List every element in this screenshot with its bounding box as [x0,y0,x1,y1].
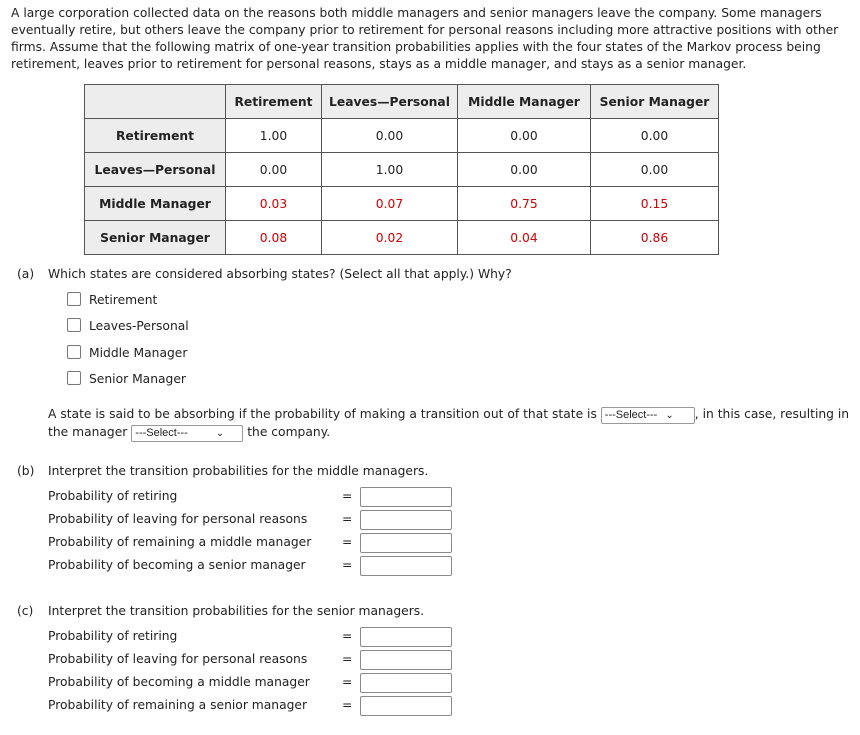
part-a-question [17,266,512,283]
matrix-header-row [85,85,719,119]
matrix-row [85,221,719,255]
matrix-cell: 0.03 [226,187,322,221]
matrix-cell: 0.07 [322,187,458,221]
equals-sign: = [342,675,353,689]
row-label: Probability of leaving for personal reasons [48,512,308,526]
matrix-row [85,153,719,187]
part-b-text: Interpret the transition probabilities for the middle managers. [48,464,429,478]
part-b-label: (b) [17,464,35,478]
checkbox[interactable] [67,292,81,306]
matrix-row-header: Leaves—Personal [85,153,226,187]
matrix-row [85,187,719,221]
checkbox[interactable] [67,371,81,385]
matrix-row-header: Retirement [85,119,226,153]
matrix-cell: 0.08 [226,221,322,255]
row-label: Probability of becoming a middle manager [48,675,310,689]
absorb-text-3: the manager [48,425,128,439]
equals-sign: = [342,652,353,666]
part-c-label: (c) [17,604,34,618]
answer-input[interactable] [360,487,452,507]
matrix-cell: 0.00 [591,153,719,187]
option-middle-manager[interactable] [67,345,187,362]
part-c-text: Interpret the transition probabilities for the senior managers. [48,604,425,618]
select-value: ---Select--- [135,427,188,439]
matrix-cell: 1.00 [226,119,322,153]
transition-matrix [84,84,719,255]
part-b-question [17,463,428,480]
matrix-col-header: Leaves—Personal [322,85,458,119]
option-leaves-personal[interactable] [67,318,189,335]
matrix-cell: 0.00 [591,119,719,153]
select-value: ---Select--- [604,409,658,421]
matrix-cell: 0.75 [458,187,591,221]
answer-input[interactable] [360,533,452,553]
absorb-text-1: A state is said to be absorbing if the probability of making a transition out of that state is [48,407,597,421]
row-label: Probability of remaining a middle manager [48,535,312,549]
checkbox[interactable] [67,318,81,332]
equals-sign: = [342,558,353,572]
answer-input[interactable] [360,650,452,670]
matrix-row [85,119,719,153]
matrix-row-header: Senior Manager [85,221,226,255]
option-label: Senior Manager [89,372,186,386]
equals-sign: = [342,512,353,526]
row-label: Probability of remaining a senior manager [48,698,308,712]
part-a-label: (a) [17,267,35,281]
matrix-corner [85,85,226,119]
matrix-cell: 0.15 [591,187,719,221]
action-select[interactable] [131,425,243,442]
row-label: Probability of retiring [48,629,178,643]
matrix-col-header: Middle Manager [458,85,591,119]
absorb-text-2: , in this case, resulting in [694,407,850,421]
part-c-question [17,603,424,620]
probability-select[interactable] [601,407,695,424]
equals-sign: = [342,489,353,503]
matrix-cell: 0.02 [322,221,458,255]
option-label: Leaves-Personal [89,319,189,333]
equals-sign: = [342,535,353,549]
chevron-down-icon: ⌄ [665,410,674,421]
option-label: Retirement [89,293,158,307]
problem-intro: A large corporation collected data on the reasons both middle managers and senior managers leave the company. Some managers eventually retire, but others leave the company prior to retirement for personal reasons including more attractive positions with other firms. Assume that the following matrix of one-year transition probabilities applies with the four states of the Markov process being retirement, leaves prior to retirement for personal reasons, stays as a middle manager, and stays as a senior manager. [11,6,839,71]
matrix-col-header: Senior Manager [591,85,719,119]
absorb-text-4: the company. [247,425,331,439]
matrix-cell: 0.00 [458,119,591,153]
answer-input[interactable] [360,556,452,576]
matrix-cell: 0.04 [458,221,591,255]
option-label: Middle Manager [89,346,188,360]
absorbing-explanation [48,406,858,442]
part-a-text: Which states are considered absorbing states? (Select all that apply.) Why? [48,267,512,281]
chevron-down-icon: ⌄ [215,428,225,439]
matrix-cell: 1.00 [322,153,458,187]
answer-input[interactable] [360,673,452,693]
matrix-cell: 0.00 [226,153,322,187]
matrix-row-header: Middle Manager [85,187,226,221]
matrix-col-header: Retirement [226,85,322,119]
matrix-cell: 0.00 [322,119,458,153]
checkbox[interactable] [67,345,81,359]
answer-input[interactable] [360,510,452,530]
equals-sign: = [342,629,353,643]
equals-sign: = [342,698,353,712]
matrix-cell: 0.00 [458,153,591,187]
row-label: Probability of leaving for personal reasons [48,652,308,666]
row-label: Probability of becoming a senior manager [48,558,306,572]
row-label: Probability of retiring [48,489,178,503]
answer-input[interactable] [360,696,452,716]
option-senior-manager[interactable] [67,371,186,388]
answer-input[interactable] [360,627,452,647]
matrix-cell: 0.86 [591,221,719,255]
option-retirement[interactable] [67,292,157,309]
